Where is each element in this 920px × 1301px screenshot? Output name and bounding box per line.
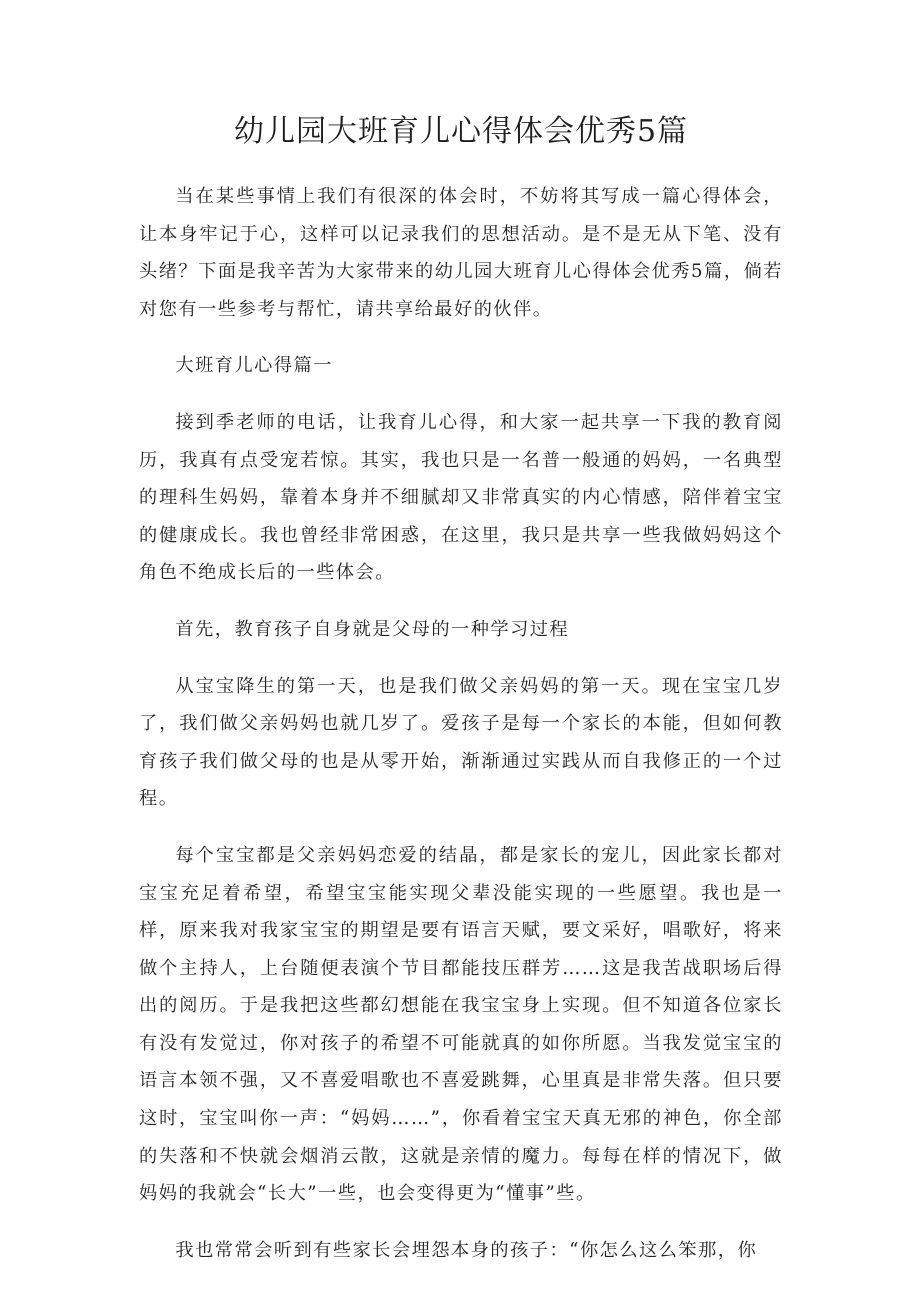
body-paragraph-4: 我也常常会听到有些家长会埋怨本身的孩子：“你怎么这么笨那，你 xyxy=(175,1239,758,1261)
body-paragraph-2: 从宝宝降生的第一天，也是我们做父亲妈妈的第一天。现在宝宝几岁了，我们做父亲妈妈也就几岁了。爱孩子是每一个家长的本能，但如何教育孩子我们做父母的也是从零开始，渐渐通过实践从而自我修正的一个过程。 xyxy=(139,675,783,810)
body-paragraph-1: 接到季老师的电话，让我育儿心得，和大家一起共享一下我的教育阅历，我真有点受宠若惊。其实，我也只是一名普一般通的妈妈，一名典型的理科生妈妈，靠着本身并不细腻却又非常真实的内心情感，陪伴着宝宝的健康成长。我也曾经非常困惑，在这里，我只是共享一些我做妈妈这个角色不绝成长后的一些体会。 xyxy=(139,411,783,584)
spacer xyxy=(139,592,783,611)
subheading-paragraph: 首先，教育孩子自身就是父母的一种学习过程 xyxy=(175,618,570,640)
spacer xyxy=(139,385,783,404)
spacer xyxy=(139,1213,783,1232)
document-body xyxy=(139,178,783,1269)
spacer xyxy=(139,649,783,668)
spacer xyxy=(139,818,783,837)
spacer xyxy=(139,328,783,347)
section-heading: 大班育儿心得篇一 xyxy=(175,355,333,377)
body-paragraph-3: 每个宝宝都是父亲妈妈恋爱的结晶，都是家长的宠儿，因此家长都对宝宝充足着希望，希望宝宝能实现父辈没能实现的一些愿望。我也是一样，原来我对我家宝宝的期望是要有语言天赋，要文采好，唱歌好，将来做个主持人，上台随便表演个节目都能技压群芳……这是我苦战职场后得出的阅历。于是我把这些都幻想能在我宝宝身上实现。但不知道各位家长有没有发觉过，你对孩子的希望不可能就真的如你所愿。当我发觉宝宝的语言本领不强，又不喜爱唱歌也不喜爱跳舞，心里真是非常失落。但只要这时，宝宝叫你一声：“妈妈……”，你看着宝宝天真无邪的神色，你全部的失落和不快就会烟消云散，这就是亲情的魔力。每每在样的情况下，做妈妈的我就会“长大”一些，也会变得更为“懂事”些。 xyxy=(139,844,783,1205)
intro-paragraph: 当在某些事情上我们有很深的体会时，不妨将其写成一篇心得体会，让本身牢记于心，这样可以记录我们的思想活动。是不是无从下笔、没有头绪？下面是我辛苦为大家带来的幼儿园大班育儿心得体会优秀5篇，倘若对您有一些参考与帮忙，请共享给最好的伙伴。 xyxy=(139,186,783,320)
document-title: 幼儿园大班育儿心得体会优秀5篇 xyxy=(233,114,689,149)
